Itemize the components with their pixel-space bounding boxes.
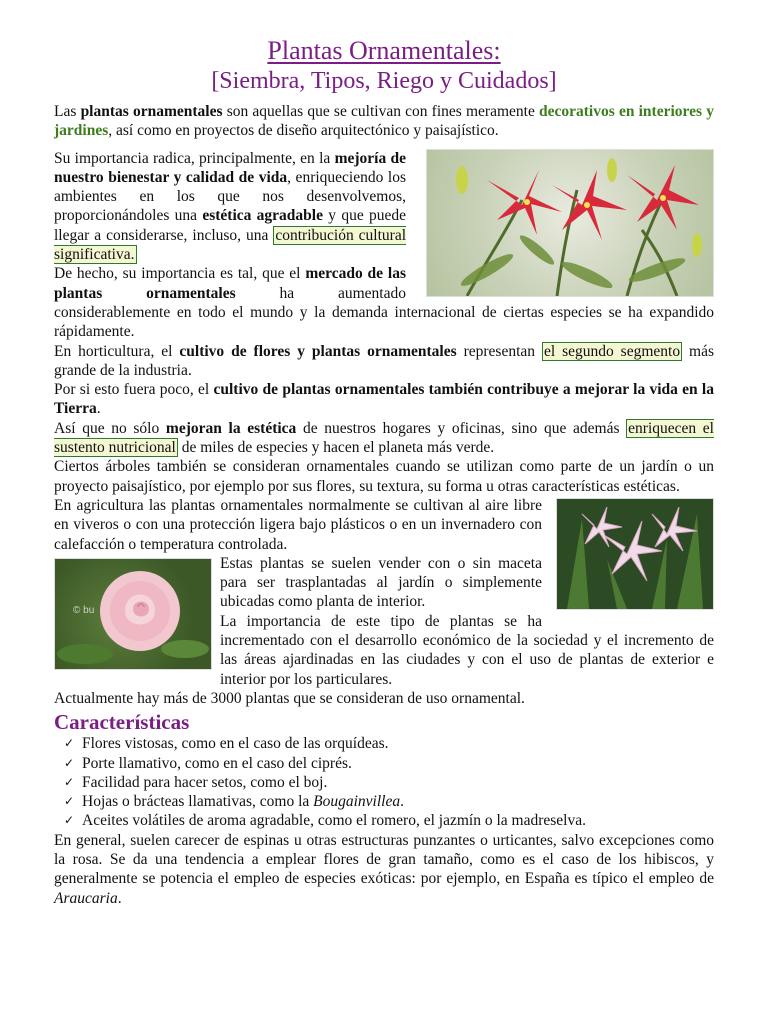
paragraph-horticulture: En horticultura, el cultivo de flores y plantas ornamentales representan el segundo segmento más grande de la industria. <box>54 342 714 379</box>
intro-paragraph: Las plantas ornamentales son aquellas que se cultivan con fines meramente decorativos en interiores y jardines, así como en proyectos de diseño arquitectónico y paisajístico. <box>54 103 714 140</box>
highlighted-phrase: el segundo segmento <box>543 342 681 360</box>
paragraph-sale: Estas plantas se suelen vender con o sin maceta para ser trasplantadas al jardín o simplemente ubicadas como planta de interior. <box>220 554 542 611</box>
paragraph-agriculture: En agricultura las plantas ornamentales normalmente se cultivan al aire libre en viveros o con una protección ligera bajo plásticos o en un invernadero con calefacción o temperatura controlada. <box>54 496 542 553</box>
list-item: ✓ Flores vistosas, como en el caso de las orquídeas. <box>64 735 389 753</box>
page-title: Plantas Ornamentales: <box>267 36 501 65</box>
checkmark-icon: ✓ <box>64 813 75 828</box>
paragraph-earth: Por si esto fuera poco, el cultivo de plantas ornamentales también contribuye a mejorar la vida en la Tierra. <box>54 381 714 418</box>
list-item: ✓ Facilidad para hacer setos, como el boj. <box>64 773 328 791</box>
list-item: ✓ Aceites volátiles de aroma agradable, como el romero, el jazmín o la madreselva. <box>64 812 586 830</box>
checkmark-icon: ✓ <box>64 736 75 751</box>
red-lily-photo <box>426 149 714 297</box>
pink-rose-photo <box>54 558 212 670</box>
page-subtitle: [Siembra, Tipos, Riego y Cuidados] <box>211 68 557 94</box>
photo-watermark: © bu <box>73 604 95 616</box>
list-item: ✓ Hojas o brácteas llamativas, como la Bougainvillea. <box>64 793 404 811</box>
paragraph-development: La importancia de este tipo de plantas se ha incrementado con el desarrollo económico de la sociedad y el incremento de las áreas ajardinadas en las ciudades y con el uso de plantas de exterior e interior por los particulares. <box>220 612 714 688</box>
checkmark-icon: ✓ <box>64 755 75 770</box>
white-lily-photo <box>556 498 714 610</box>
paragraph-aesthetics: Así que no sólo mejoran la estética de nuestros hogares y oficinas, sino que además enriquecen el sustento nutricional de miles de especies y hacen el planeta más verde. <box>54 419 714 457</box>
document-page <box>54 36 714 908</box>
highlighted-phrase: contribución cultural significativa. <box>54 226 407 264</box>
checkmark-icon: ✓ <box>64 794 75 809</box>
highlighted-phrase: enriquecen el sustento nutricional <box>54 419 714 457</box>
paragraph-closing: En general, suelen carecer de espinas u otras estructuras punzantes o urticantes, salvo excepciones como la rosa. Se da una tendencia a emplear flores de gran tamaño, como es el caso de los hibiscos, y generalmente se potencia el empleo de especies exóticas: por ejemplo, en España es típico el empleo de Araucaria. <box>54 831 714 907</box>
green-emphasis: decorativos en interiores y jardines <box>54 103 714 140</box>
paragraph-importance: Su importancia radica, principalmente, en la mejoría de nuestro bienestar y calidad de vida, enriqueciendo los ambientes en los que nos desenvolvemos, proporcionándoles una estética agradable y que puede llegar a considerarse, incluso, una contribución cultural significativa. <box>54 149 407 264</box>
checkmark-icon: ✓ <box>64 774 75 789</box>
paragraph-trees: Ciertos árboles también se consideran ornamentales cuando se utilizan como parte de un jardín o un proyecto paisajístico, por ejemplo por sus flores, su textura, su forma u otras características estéticas. <box>54 458 714 495</box>
section-heading-caracteristicas: Características <box>54 710 190 735</box>
paragraph-market: De hecho, su importancia es tal, que el mercado de las plantas ornamentales ha aumentado considerablemente en todo el mundo y la demanda internacional de ciertas especies se ha expandido rápidamente. <box>54 265 714 341</box>
list-item: ✓ Porte llamativo, como en el caso del ciprés. <box>64 754 352 772</box>
features-list <box>54 734 714 830</box>
paragraph-count: Actualmente hay más de 3000 plantas que se consideran de uso ornamental. <box>54 689 525 707</box>
